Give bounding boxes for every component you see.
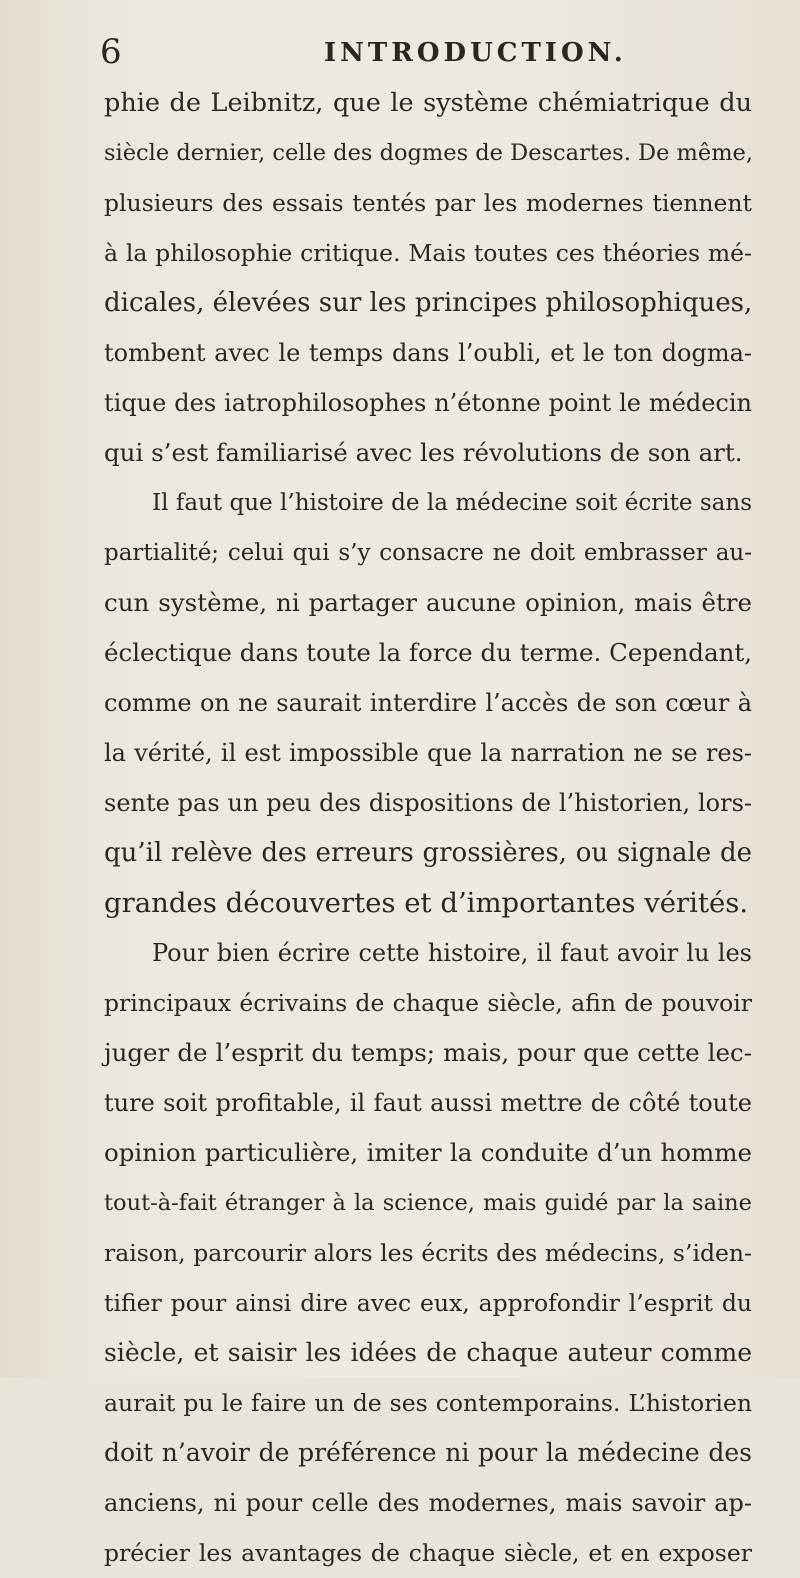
body-text [104, 78, 752, 1578]
text-line: qui s’est familiarisé avec les révolutions de son art. [104, 438, 743, 467]
page-header [100, 28, 750, 76]
running-head: INTRODUCTION. [324, 38, 627, 68]
text-line: tombent avec le temps dans l’oubli, et le ton dogma- [104, 339, 752, 367]
text-line: tique des iatrophilosophes n’étonne point le médecin [104, 389, 752, 417]
text-line: ture soit profitable, il faut aussi mettre de côté toute [104, 1089, 752, 1117]
text-line: à la philosophie critique. Mais toutes ces théories mé- [104, 239, 752, 267]
text-line: dicales, élevées sur les principes philosophiques, [104, 288, 753, 318]
text-line: la vérité, il est impossible que la narration ne se res- [104, 739, 752, 767]
text-line: siècle dernier, celle des dogmes de Descartes. De même, [104, 140, 753, 166]
text-line: aurait pu le faire un de ses contemporains. L’historien [104, 1389, 752, 1417]
text-line: tout-à-fait étranger à la science, mais guidé par la saine [104, 1190, 752, 1216]
text-line: anciens, ni pour celle des modernes, mais savoir ap- [104, 1489, 752, 1517]
text-line: principaux écrivains de chaque siècle, afin de pouvoir [104, 989, 752, 1017]
text-line: opinion particulière, imiter la conduite d’un homme [104, 1138, 752, 1167]
text-line: juger de l’esprit du temps; mais, pour que cette lec- [104, 1038, 752, 1067]
text-line: doit n’avoir de préférence ni pour la médecine des [104, 1438, 752, 1467]
text-line: Il faut que l’histoire de la médecine soit écrite sans [152, 490, 752, 516]
text-line: comme on ne saurait interdire l’accès de son cœur à [104, 689, 752, 717]
text-line: Pour bien écrire cette histoire, il faut avoir lu les [152, 939, 752, 967]
text-line: qu’il relève des erreurs grossières, ou signale de [104, 838, 752, 868]
page-number: 6 [100, 32, 123, 72]
text-line: cun système, ni partager aucune opinion, mais être [104, 588, 752, 617]
text-line: siècle, et saisir les idées de chaque auteur comme [104, 1338, 752, 1367]
text-line: partialité; celui qui s’y consacre ne doit embrasser au- [104, 540, 752, 566]
text-line: grandes découvertes et d’importantes vérités. [104, 887, 749, 919]
text-line: éclectique dans toute la force du terme. Cependant, [104, 638, 752, 667]
text-line: phie de Leibnitz, que le système chémiatrique du [104, 88, 752, 118]
text-line: tifier pour ainsi dire avec eux, approfondir l’esprit du [104, 1289, 752, 1317]
text-line: raison, parcourir alors les écrits des médecins, s’iden- [104, 1239, 752, 1267]
text-line: précier les avantages de chaque siècle, et en exposer [104, 1539, 752, 1567]
text-line: plusieurs des essais tentés par les modernes tiennent [104, 189, 752, 217]
text-line: sente pas un peu des dispositions de l’historien, lors- [104, 789, 752, 817]
